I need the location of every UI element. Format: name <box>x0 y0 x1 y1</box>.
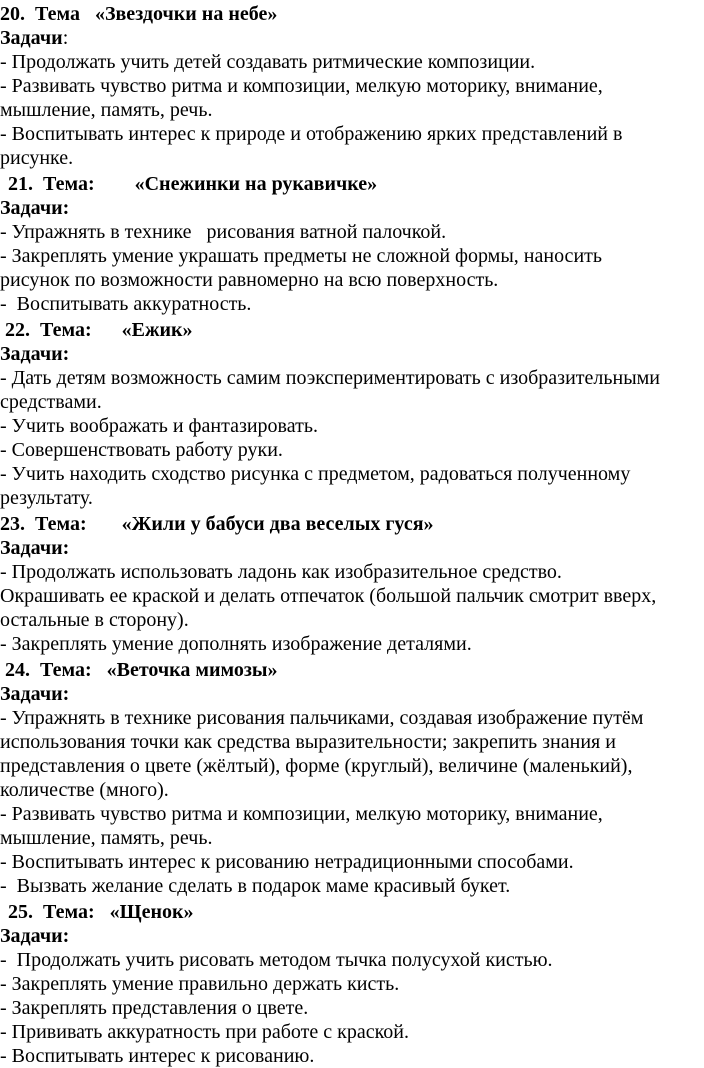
section-label: Тема: <box>40 319 92 341</box>
task-line: - Развивать чувство ритма и композиции, мелкую моторику, внимание, <box>0 75 603 97</box>
task-line: - Продолжать использовать ладонь как изобразительное средство. <box>0 561 562 583</box>
section-23-tasks: Задачи: <box>0 537 70 559</box>
section-21-tasks: Задачи: <box>0 197 70 219</box>
section-20-heading <box>0 2 277 26</box>
task-line: - Дать детям возможность самим поэкспериментировать с изобразительными <box>0 367 660 389</box>
section-label: Тема: <box>43 901 95 923</box>
task-line: - Закреплять умение украшать предметы не сложной формы, наносить <box>0 245 603 267</box>
section-number: 23. <box>0 513 25 535</box>
section-number: 24. <box>5 659 30 681</box>
section-20-tasks <box>0 26 68 50</box>
section-22-tasks: Задачи: <box>0 343 70 365</box>
task-line: - Совершенствовать работу руки. <box>0 439 283 461</box>
task-line: использования точки как средства выразительности; закрепить знания и <box>0 731 616 753</box>
task-line: - Упражнять в технике рисования пальчиками, создавая изображение путём <box>0 707 644 729</box>
task-line: - Прививать аккуратность при работе с краской. <box>0 1021 409 1043</box>
task-line: - Воспитывать интерес к рисованию. <box>0 1045 315 1067</box>
tasks-label: Задачи <box>0 27 63 49</box>
task-line: - Продолжать учить рисовать методом тычка полусухой кистью. <box>0 949 553 971</box>
section-23-heading <box>0 512 434 536</box>
task-line: - Воспитывать интерес к природе и отображению ярких представлений в <box>0 123 623 145</box>
task-line: рисунке. <box>0 147 74 169</box>
task-line: - Развивать чувство ритма и композиции, мелкую моторику, внимание, <box>0 803 603 825</box>
section-label: Тема: <box>40 659 92 681</box>
section-24-heading <box>5 658 278 682</box>
section-title: «Звездочки на небе» <box>94 3 278 25</box>
section-title: «Ежик» <box>121 319 193 341</box>
task-line: - Учить воображать и фантазировать. <box>0 415 318 437</box>
section-title: «Снежинки на рукавичке» <box>134 173 378 195</box>
section-24-tasks: Задачи: <box>0 683 70 705</box>
section-25-tasks: Задачи: <box>0 925 70 947</box>
task-line: рисунок по возможности равномерно на всю поверхность. <box>0 269 499 291</box>
task-line: результату. <box>0 487 93 509</box>
section-number: 20. <box>0 3 25 25</box>
section-title: «Веточка мимозы» <box>106 659 278 681</box>
task-line: средствами. <box>0 391 102 413</box>
section-number: 22. <box>5 319 30 341</box>
task-line: количестве (много). <box>0 779 169 801</box>
task-line: - Закреплять умение правильно держать кисть. <box>0 973 400 995</box>
task-line: - Упражнять в технике рисования ватной палочкой. <box>0 221 447 243</box>
section-21-heading <box>8 172 377 196</box>
task-line: - Продолжать учить детей создавать ритмические композиции. <box>0 51 536 73</box>
task-line: - Вызвать желание сделать в подарок маме красивый букет. <box>0 875 511 897</box>
task-line: представления о цвете (жёлтый), форме (круглый), величине (маленький), <box>0 755 633 777</box>
task-line: мышление, память, речь. <box>0 99 213 121</box>
section-22-heading <box>5 318 193 342</box>
task-line: остальные в сторону). <box>0 609 189 631</box>
task-line: - Воспитывать аккуратность. <box>0 293 252 315</box>
task-line: - Учить находить сходство рисунка с предметом, радоваться полученному <box>0 463 631 485</box>
section-number: 21. <box>8 173 33 195</box>
section-label: Тема: <box>43 173 95 195</box>
task-line: Окрашивать ее краской и делать отпечаток (большой пальчик смотрит вверх, <box>0 585 657 607</box>
section-title: «Щенок» <box>109 901 194 923</box>
section-number: 25. <box>8 901 33 923</box>
tasks-colon: : <box>62 27 69 49</box>
task-line: - Закреплять представления о цвете. <box>0 997 309 1019</box>
section-title: «Жили у бабуси два веселых гуся» <box>121 513 434 535</box>
task-line: мышление, память, речь. <box>0 827 213 849</box>
section-label: Тема <box>35 3 80 25</box>
task-line: - Закреплять умение дополнять изображение деталями. <box>0 633 472 655</box>
section-25-heading <box>8 900 194 924</box>
task-line: - Воспитывать интерес к рисованию нетрадиционными способами. <box>0 851 574 873</box>
section-label: Тема: <box>35 513 87 535</box>
